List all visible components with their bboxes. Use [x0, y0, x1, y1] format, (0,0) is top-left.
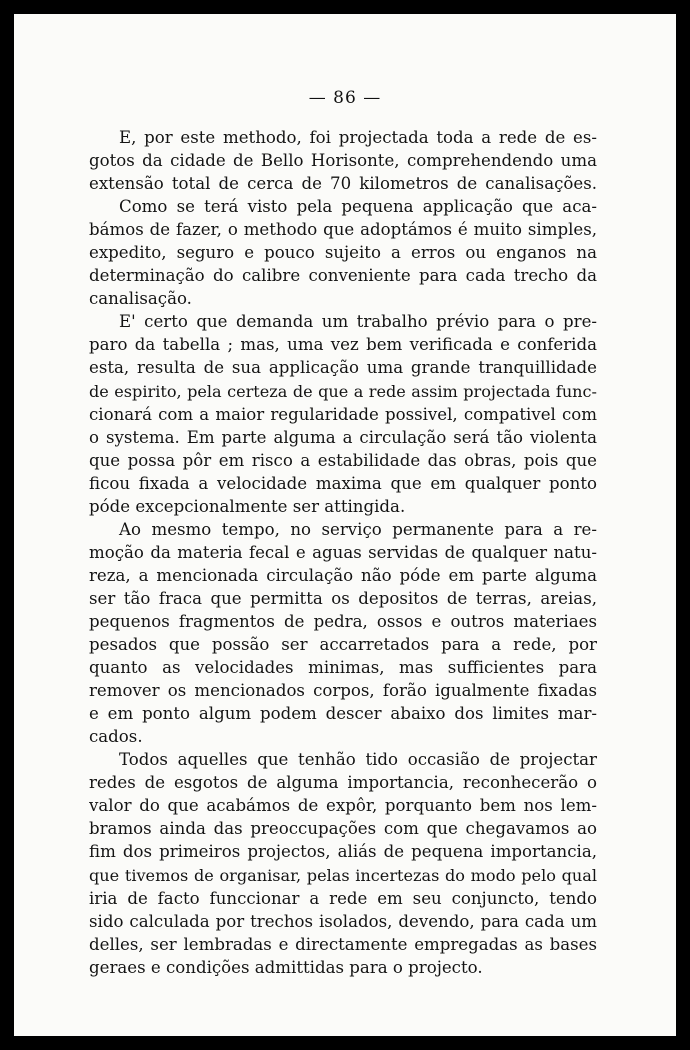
- text-line: cados.: [89, 727, 143, 747]
- body-text: [89, 126, 597, 979]
- text-line: ficou fixada a velocidade maxima que em qualquer ponto: [89, 473, 597, 493]
- text-line: bramos ainda das preoccupações com que chegavamos ao: [89, 819, 597, 839]
- text-line: bámos de fazer, o methodo que adoptámos é muito simples,: [89, 220, 597, 240]
- text-line: ser tão fraca que permitta os depositos de terras, areias,: [89, 588, 597, 608]
- text-line: extensão total de cerca de 70 kilometros de canalisações.: [89, 174, 597, 194]
- text-line: e em ponto algum podem descer abaixo dos limites mar-: [89, 704, 597, 724]
- text-line: de espirito, pela certeza de que a rede assim projectada func-: [89, 381, 597, 401]
- paragraph: [89, 310, 597, 517]
- text-line: pesados que possão ser accarretados para a rede, por: [89, 635, 597, 655]
- text-line: valor do que acabámos de expôr, porquanto bem nos lem-: [89, 796, 597, 816]
- text-line: fim dos primeiros projectos, aliás de pequena importancia,: [89, 842, 597, 862]
- book-page: [14, 14, 676, 1036]
- text-line: gotos da cidade de Bello Horisonte, comprehendendo uma: [89, 151, 597, 171]
- page-number: — 86 —: [308, 88, 382, 108]
- paragraph: [89, 518, 597, 748]
- text-line: que tivemos de organisar, pelas incertezas do modo pelo qual: [89, 865, 597, 885]
- text-line: remover os mencionados corpos, forão igualmente fixadas: [89, 681, 597, 701]
- text-line: pequenos fragmentos de pedra, ossos e outros materiaes: [89, 611, 597, 631]
- paragraph: [89, 748, 597, 978]
- text-line: Como se terá visto pela pequena applicação que aca-: [119, 197, 597, 217]
- text-line: geraes e condições admittidas para o projecto.: [89, 957, 483, 977]
- text-line: expedito, seguro e pouco sujeito a erros ou enganos na: [89, 243, 597, 263]
- text-line: esta, resulta de sua applicação uma grande tranquillidade: [89, 358, 597, 378]
- text-line: o systema. Em parte alguma a circulação será tão violenta: [89, 427, 597, 447]
- text-line: póde excepcionalmente ser attingida.: [89, 496, 406, 516]
- text-line: cionará com a maior regularidade possivel, compativel com: [89, 404, 597, 424]
- text-line: moção da materia fecal e aguas servidas de qualquer natu-: [89, 542, 597, 562]
- paragraph: [89, 126, 597, 195]
- text-line: E, por este methodo, foi projectada toda a rede de es-: [119, 128, 597, 147]
- text-line: iria de facto funccionar a rede em seu conjuncto, tendo: [89, 888, 597, 908]
- text-line: reza, a mencionada circulação não póde em parte alguma: [89, 565, 597, 585]
- paragraph: [89, 195, 597, 310]
- text-line: redes de esgotos de alguma importancia, reconhecerão o: [89, 773, 597, 793]
- text-line: Todos aquelles que tenhão tido occasião de projectar: [119, 750, 597, 770]
- text-line: delles, ser lembradas e directamente empregadas as bases: [89, 934, 597, 954]
- text-line: E' certo que demanda um trabalho prévio para o pre-: [119, 312, 597, 332]
- text-line: que possa pôr em risco a estabilidade das obras, pois que: [89, 450, 597, 470]
- text-line: paro da tabella ; mas, uma vez bem verificada e conferida: [89, 335, 597, 355]
- text-line: sido calculada por trechos isolados, devendo, para cada um: [89, 911, 597, 931]
- text-line: determinação do calibre conveniente para cada trecho da: [89, 266, 597, 286]
- text-line: Ao mesmo tempo, no serviço permanente para a re-: [119, 519, 597, 539]
- text-line: canalisação.: [89, 289, 192, 309]
- text-line: quanto as velocidades minimas, mas sufficientes para: [89, 658, 597, 678]
